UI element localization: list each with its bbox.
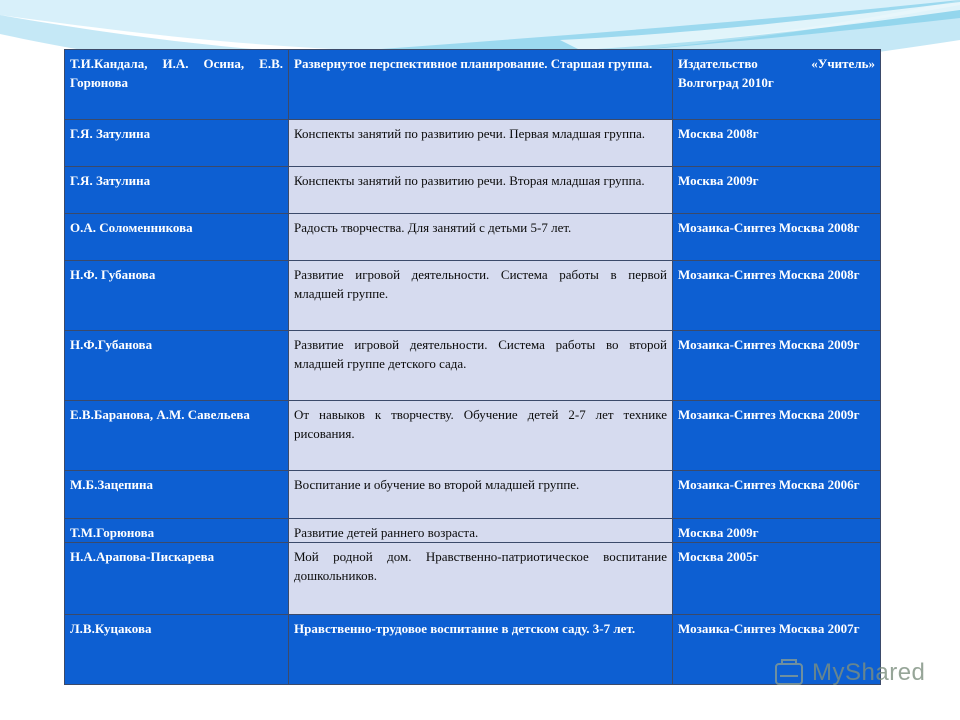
table-row (65, 331, 881, 401)
table-row (65, 401, 881, 471)
table-row (65, 120, 881, 167)
publisher-cell: Москва 2005г (673, 543, 881, 615)
title-cell: Радость творчества. Для занятий с детьми 5-7 лет. (289, 214, 673, 261)
title-cell: Развитие детей раннего возраста. (289, 519, 673, 543)
publisher-cell: Мозаика-Синтез Москва 2008г (673, 261, 881, 331)
publisher-cell: Мозаика-Синтез Москва 2008г (673, 214, 881, 261)
title-cell: От навыков к творчеству. Обучение детей 2-7 лет технике рисования. (289, 401, 673, 471)
author-cell: Е.В.Баранова, А.М. Савельева (65, 401, 289, 471)
publisher-cell: Москва 2008г (673, 120, 881, 167)
title-cell: Нравственно-трудовое воспитание в детском саду. 3-7 лет. (289, 615, 673, 685)
table-row (65, 519, 881, 543)
table-row (65, 543, 881, 615)
title-cell: Конспекты занятий по развитию речи. Первая младшая группа. (289, 120, 673, 167)
publisher-cell: Издательство «Учитель» Волгоград 2010г (673, 50, 881, 120)
table-row (65, 167, 881, 214)
title-cell: Развитие игровой деятельности. Система работы во второй младшей группе детского сада. (289, 331, 673, 401)
author-cell: О.А. Соломенникова (65, 214, 289, 261)
author-cell: Г.Я. Затулина (65, 167, 289, 214)
table-row (65, 261, 881, 331)
author-cell: Л.В.Куцакова (65, 615, 289, 685)
title-cell: Воспитание и обучение во второй младшей группе. (289, 471, 673, 519)
publisher-cell: Мозаика-Синтез Москва 2009г (673, 401, 881, 471)
author-cell: Г.Я. Затулина (65, 120, 289, 167)
title-cell: Конспекты занятий по развитию речи. Вторая младшая группа. (289, 167, 673, 214)
publisher-cell: Москва 2009г (673, 167, 881, 214)
author-cell: М.Б.Зацепина (65, 471, 289, 519)
table-row (65, 471, 881, 519)
publisher-cell: Мозаика-Синтез Москва 2007г (673, 615, 881, 685)
publisher-cell: Мозаика-Синтез Москва 2006г (673, 471, 881, 519)
author-cell: Н.Ф. Губанова (65, 261, 289, 331)
table-row (65, 50, 881, 120)
author-cell: Н.А.Арапова-Пискарева (65, 543, 289, 615)
table-row (65, 214, 881, 261)
author-cell: Т.М.Горюнова (65, 519, 289, 543)
publisher-cell: Мозаика-Синтез Москва 2009г (673, 331, 881, 401)
watermark-text: MyShared (812, 659, 926, 686)
author-cell: Т.И.Кандала, И.А. Осина, Е.В. Горюнова (65, 50, 289, 120)
title-cell: Развитие игровой деятельности. Система работы в первой младшей группе. (289, 261, 673, 331)
author-cell: Н.Ф.Губанова (65, 331, 289, 401)
publisher-cell: Москва 2009г (673, 519, 881, 543)
publications-table (64, 49, 881, 685)
title-cell: Развернутое перспективное планирование. Старшая группа. (289, 50, 673, 120)
table-row (65, 615, 881, 685)
title-cell: Мой родной дом. Нравственно-патриотическое воспитание дошкольников. (289, 543, 673, 615)
